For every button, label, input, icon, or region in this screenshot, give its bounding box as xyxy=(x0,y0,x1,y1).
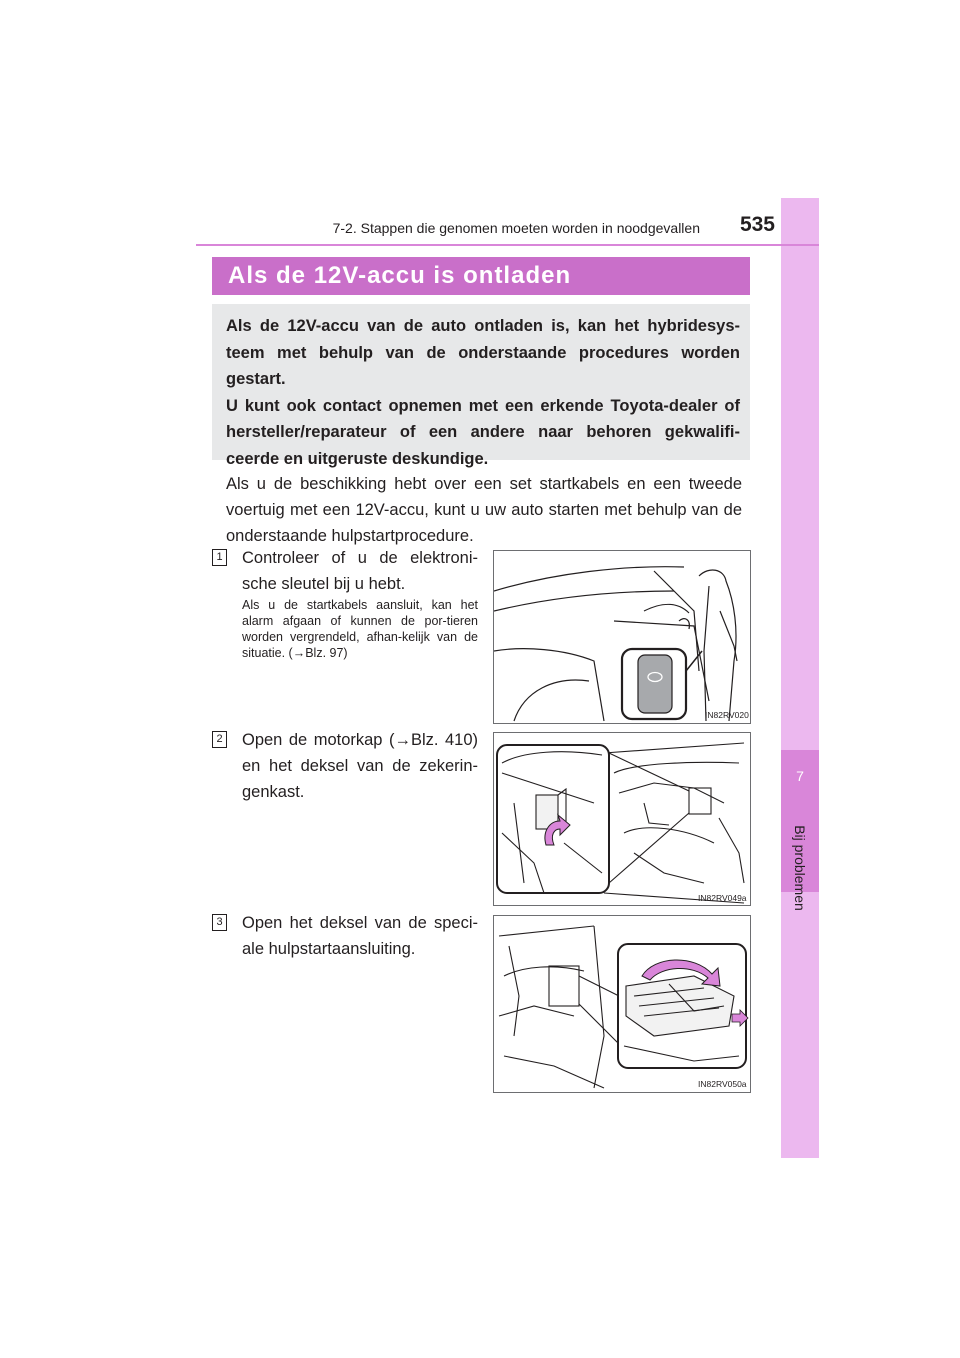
intro-paragraph-2: U kunt ook contact opnemen met een erkende Toyota-dealer of hersteller/reparateur of een andere naar behoren gekwalifi-ceerde en uitgeruste deskundige. xyxy=(226,396,740,468)
step-1-note xyxy=(242,597,478,661)
key-illustration xyxy=(493,550,751,724)
step-2-instruction: Open de motorkap (→Blz. 410) en het deksel van de zekerin-genkast. xyxy=(242,731,478,801)
car-door-key-drawing xyxy=(494,551,750,723)
image-code: IN82RV020 xyxy=(705,710,749,720)
image-code: IN82RV049a xyxy=(698,893,747,903)
hood-illustration xyxy=(493,732,751,906)
section-header: 7-2. Stappen die genomen moeten worden in noodgevallen xyxy=(332,220,700,236)
step-3-text xyxy=(242,910,478,962)
header-rule xyxy=(196,244,819,246)
step-1-note-text: Als u de startkabels aansluit, kan het alarm afgaan of kunnen de por-tieren worden vergrendeld, afhan-kelijk van de situatie. (→Blz. 97) xyxy=(242,598,478,660)
step-1-text xyxy=(242,545,478,597)
jump-terminal-illustration xyxy=(493,915,751,1093)
page-title: Als de 12V-accu is ontladen xyxy=(228,262,572,289)
step-number-badge: 1 xyxy=(212,549,227,566)
step-number-badge: 3 xyxy=(212,914,227,931)
jump-start-terminal-drawing xyxy=(494,916,750,1092)
body-paragraph: Als u de beschikking hebt over een set startkabels en een tweede voertuig met een 12V-accu, kunt u uw auto starten met behulp van de onderstaande hulpstartprocedure. xyxy=(226,475,742,545)
chapter-name: Bij problemen xyxy=(792,825,808,911)
intro-paragraph-1: Als de 12V-accu van de auto ontladen is, kan het hybridesys-teem met behulp van de onderstaande procedures worden gestart. xyxy=(226,317,740,388)
step-2-text xyxy=(242,727,478,805)
image-code: IN82RV050a xyxy=(698,1079,747,1089)
chapter-side-tab xyxy=(781,198,819,1158)
step-number-badge: 2 xyxy=(212,731,227,748)
chapter-name-container xyxy=(780,825,820,911)
page-number: 535 xyxy=(739,213,775,236)
engine-bay-drawing xyxy=(494,733,750,905)
step-3-instruction: Open het deksel van de speci-ale hulpstartaansluiting. xyxy=(242,914,478,958)
intro-text xyxy=(226,313,740,472)
chapter-number: 7 xyxy=(796,768,804,784)
step-1-instruction: Controleer of u de elektroni-sche sleutel bij u hebt. xyxy=(242,549,478,593)
